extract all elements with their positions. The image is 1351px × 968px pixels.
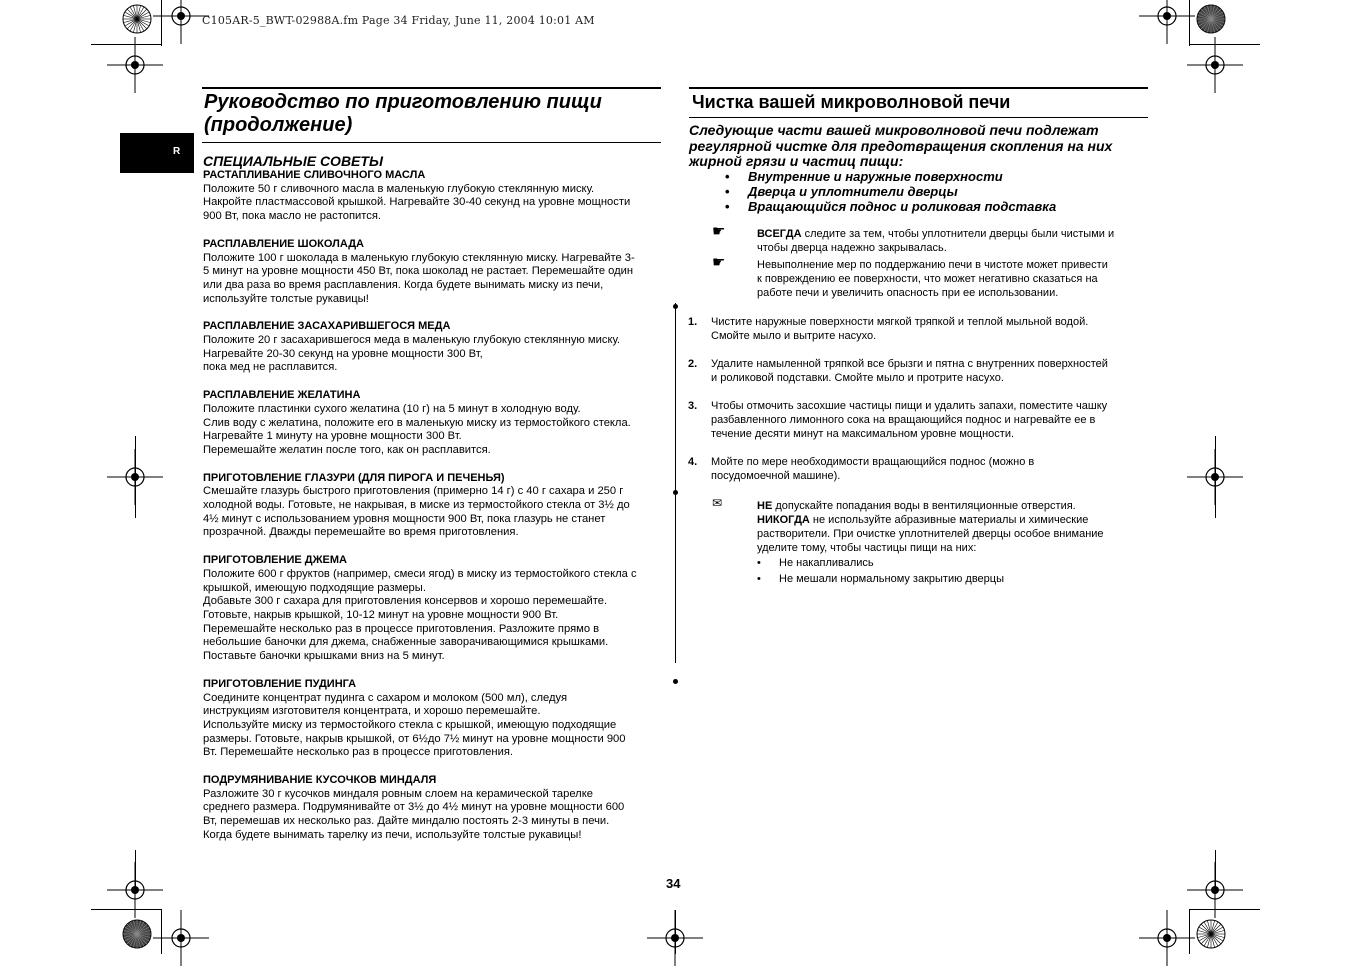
tip-line: Вт. Перемешайте несколько раз в процессе приготовления. [203,746,514,759]
list-item: • Внутренние и наружные поверхности [725,169,1145,184]
tip-line: Положите 600 г фруктов (например, смеси ягод) в миску из термостойкого стекла с [203,567,637,580]
step-line: Удалите намыленной тряпкой все брызги и пятна с внутренних поверхностей [711,358,1108,370]
tip-section [203,774,661,843]
tip-line: 900 Вт, пока масло не растопится. [203,210,382,223]
step-line: разбавленного лимонного сока на вращающийся поднос и нагревайте ее в [711,414,1096,426]
tip-heading: РАСПЛАВЛЕНИЕ ЖЕЛАТИНА [203,389,361,402]
warning-text: допускайте попадания воды в вентиляционные отверстия. [772,500,1076,512]
warning-note [757,499,1152,586]
divider-dot [673,679,678,684]
file-header-line: C105AR-5_BWT-02988A.fm Page 34 Friday, June 11, 2004 10:01 AM [202,14,595,27]
tip-line: Когда будете вынимать тарелку из печи, используйте толстые рукавицы! [203,828,582,841]
tip-line: инструкциям изготовителя концентрата, и хорошо перемешайте. [203,705,541,718]
note-line: Невыполнение мер по поддержанию печи в чистоте может привести [757,259,1108,271]
tip-heading: ПОДРУМЯНИВАНИЕ КУСОЧКОВ МИНДАЛЯ [203,774,437,787]
tip-line: Перемешайте желатин после того, как он расплавится. [203,443,491,456]
right-title-top-rule [689,87,1148,89]
tip-line: 4½ минут с использованием уровня мощности 900 Вт, пока глазурь не станет [203,512,606,525]
tip-line: крышкой, имеющую подходящие размеры. [203,581,426,594]
step-number: 2. [688,358,698,370]
language-tab-label: R [173,146,181,157]
tip-line: размеры. Готовьте, накрыв крышкой, от 6½до 7½ минут на уровне мощности 900 [203,732,626,745]
intro-line: Следующие части вашей микроволновой печи подлежат [689,122,1099,138]
intro-line: регулярной чистке для предотвращения скопления на них [689,137,1113,154]
crop-line [1190,909,1260,910]
crop-line [135,850,136,890]
crop-line [161,909,162,954]
list-item: • Дверца и уплотнители дверцы [725,184,1145,199]
tip-line: 5 минут на уровне мощности 450 Вт, пока шоколад не растает. Перемешайте один [203,265,634,278]
step-line: Чтобы отмочить засохшие частицы пищи и удалить запахи, поместите чашку [711,400,1108,412]
color-target-icon [1196,919,1226,949]
warning-bold: НИКОГДА [757,514,810,526]
cleaning-step [688,399,1148,441]
tip-section [203,238,661,307]
crop-line [91,909,161,910]
tip-heading: РАСПЛАВЛЕНИЕ ЗАСАХАРИВШЕГОСЯ МЕДА [203,320,451,333]
special-tips-heading: СПЕЦИАЛЬНЫЕ СОВЕТЫ [203,153,383,169]
tip-section [203,169,661,224]
right-page-title: Чистка вашей микроволновой печи [692,92,1011,112]
tip-line: Готовьте, накрыв крышкой, 10-12 минут на уровне мощности 900 Вт. [203,608,559,621]
left-title-top-rule [202,87,661,89]
warning-text: уделите тому, чтобы частицы пищи на них: [757,542,977,554]
step-line: Чистите наружные поверхности мягкой тряпкой и теплой мыльной водой. [711,316,1089,328]
intro-line: жирной грязи и частиц пищи: [689,153,904,169]
tip-line: Нагревайте 1 минуту на уровне мощности 300 Вт. [203,430,462,443]
tip-line: пока мед не расплавится. [203,361,338,374]
tip-line: Положите 20 г засахарившегося меда в маленькую глубокую стеклянную миску. [203,334,621,347]
step-number: 4. [688,456,698,468]
tip-line: среднего размера. Подрумянивайте от 3½ до 4½ минут на уровне мощности 600 [203,801,625,814]
note-maintenance [757,258,1152,300]
tip-section [203,678,661,760]
step-number: 1. [688,316,698,328]
divider-dot [673,304,678,309]
language-tab [120,133,194,173]
step-line: течение десяти минут на максимальном уровне мощности. [711,428,1015,440]
tip-section [203,472,661,541]
list-item: • Не накапливались [757,557,874,569]
right-title-bottom-rule [689,117,1148,118]
pointing-hand-icon: ☛ [712,254,726,271]
crop-line [161,0,162,46]
tip-line: Разложите 30 г кусочков миндаля ровным слоем на керамической тарелке [203,787,593,800]
tip-line: Накройте пластмассовой крышкой. Нагревайте 30-40 секунд на уровне мощности [203,196,631,209]
left-column [203,154,661,857]
pointing-hand-icon: ☛ [712,223,726,240]
step-number: 3. [688,400,698,412]
warning-bold: НЕ [757,500,773,512]
tip-line: Используйте миску из термостойкого стекла с крышкой, имеющую подходящие [203,718,617,731]
tip-line: Перемешайте несколько раз в процессе приготовления. Разложите прямо в [203,622,600,635]
note-line: следите за тем, чтобы уплотнители дверцы были чистыми и [801,228,1115,240]
cleaning-step [688,315,1148,343]
tip-line: Поставьте баночки крышками вниз на 5 минут. [203,650,445,663]
cleaning-step [688,455,1148,483]
sub-bullet-text: Не накапливались [779,557,874,569]
cleaning-intro [689,123,1149,170]
color-target-icon [122,4,152,34]
tip-line: прозрачной. Дважды перемешайте во время приготовления. [203,526,519,539]
warning-text: растворители. При очистке уплотнителей дверцы особое внимание [757,528,1104,540]
divider-dot [673,490,678,495]
crop-line [1189,0,1190,46]
tip-line: Нагревайте 20-30 секунд на уровне мощности 300 Вт, [203,347,483,360]
color-target-icon [122,919,152,949]
tip-line: холодной воды. Готовьте, не накрывая, в миске из термостойкого стекла от 3½ до [203,499,630,512]
tip-line: Положите 100 г шоколада в маленькую глубокую стеклянную миску. Нагревайте 3- [203,251,635,264]
page-number: 34 [666,876,681,891]
tip-line: Слив воду с желатина, положите его в маленькую миску из термостойкого стекла. [203,416,631,429]
step-line: Мойте по мере необходимости вращающийся поднос (можно в [711,456,1035,468]
tip-line: Вт, перемешав их несколько раз. Дайте миндалю постоять 2-3 минуты в печи. [203,815,610,828]
step-line: посудомоечной машине). [711,470,841,482]
tip-line: Смешайте глазурь быстрого приготовления (примерно 14 г) с 40 г сахара и 250 г [203,485,624,498]
sub-bullet-text: Не мешали нормальному закрытию дверцы [779,573,1005,585]
list-item: • Не мешали нормальному закрытию дверцы [757,573,1005,585]
tip-heading: ПРИГОТОВЛЕНИЕ ДЖЕМА [203,554,347,567]
note-line: к повреждению ее поверхности, что может негативно сказаться на [757,273,1098,285]
cleaning-steps [688,315,1148,497]
tip-heading: ПРИГОТОВЛЕНИЕ ГЛАЗУРИ (ДЛЯ ПИРОГА И ПЕЧЕНЬЯ) [203,471,505,484]
tips-list [203,169,661,843]
note-line: работе печи и увеличить опасность при ее использовании. [757,287,1059,299]
crop-line [675,910,676,954]
crop-line [1189,909,1190,954]
left-title-bottom-rule [202,142,661,143]
crop-line [135,436,136,518]
left-page-title: Руководство по приготовлению пищи (продолжение) [204,91,602,136]
step-line: Смойте мыло и вытрите насухо. [711,330,877,342]
crop-line [1215,850,1216,890]
tip-section [203,320,661,375]
registration-crosshair-icon [1137,908,1197,968]
tip-section [203,389,661,458]
tip-line: Положите пластинки сухого желатина (10 г) на 5 минут в холодную воду. [203,402,581,415]
crop-line [1190,44,1260,45]
cleaning-step [688,357,1148,385]
note-always [757,227,1152,255]
registration-crosshair-icon [151,908,211,968]
crop-line [1215,436,1216,518]
tip-line: или два раза во время расплавления. Когда будете вынимать миску из печи, [203,278,604,291]
tip-heading: РАСПЛАВЛЕНИЕ ШОКОЛАДА [203,237,364,250]
tip-heading: РАСТАПЛИВАНИЕ СЛИВОЧНОГО МАСЛА [203,169,426,181]
crop-line [91,44,161,45]
column-divider [675,303,676,663]
note-envelope-icon: ✉ [712,496,723,510]
cleaning-parts-list [725,169,1145,214]
tip-line: используйте толстые рукавицы! [203,292,369,305]
list-item: • Вращающийся поднос и роликовая подставка [725,199,1145,214]
tip-line: небольшие баночки для джема, снабженные заворачивающимися крышками. [203,636,609,649]
tip-line: Соедините концентрат пудинга с сахаром и молоком (500 мл), следуя [203,691,568,704]
tip-line: Положите 50 г сливочного масла в маленькую глубокую стеклянную миску. [203,182,595,195]
color-target-icon [1196,4,1226,34]
tip-line: Добавьте 300 г сахара для приготовления консервов и хорошо перемешайте. [203,595,608,608]
warning-text: не используйте абразивные материалы и химические [809,514,1089,526]
tip-section [203,554,661,664]
note-line: чтобы дверца надежно закрывалась. [757,242,947,254]
step-line: и роликовой подставки. Смойте мыло и протрите насухо. [711,372,1004,384]
tip-heading: ПРИГОТОВЛЕНИЕ ПУДИНГА [203,677,357,690]
note-bold: ВСЕГДА [757,228,802,240]
